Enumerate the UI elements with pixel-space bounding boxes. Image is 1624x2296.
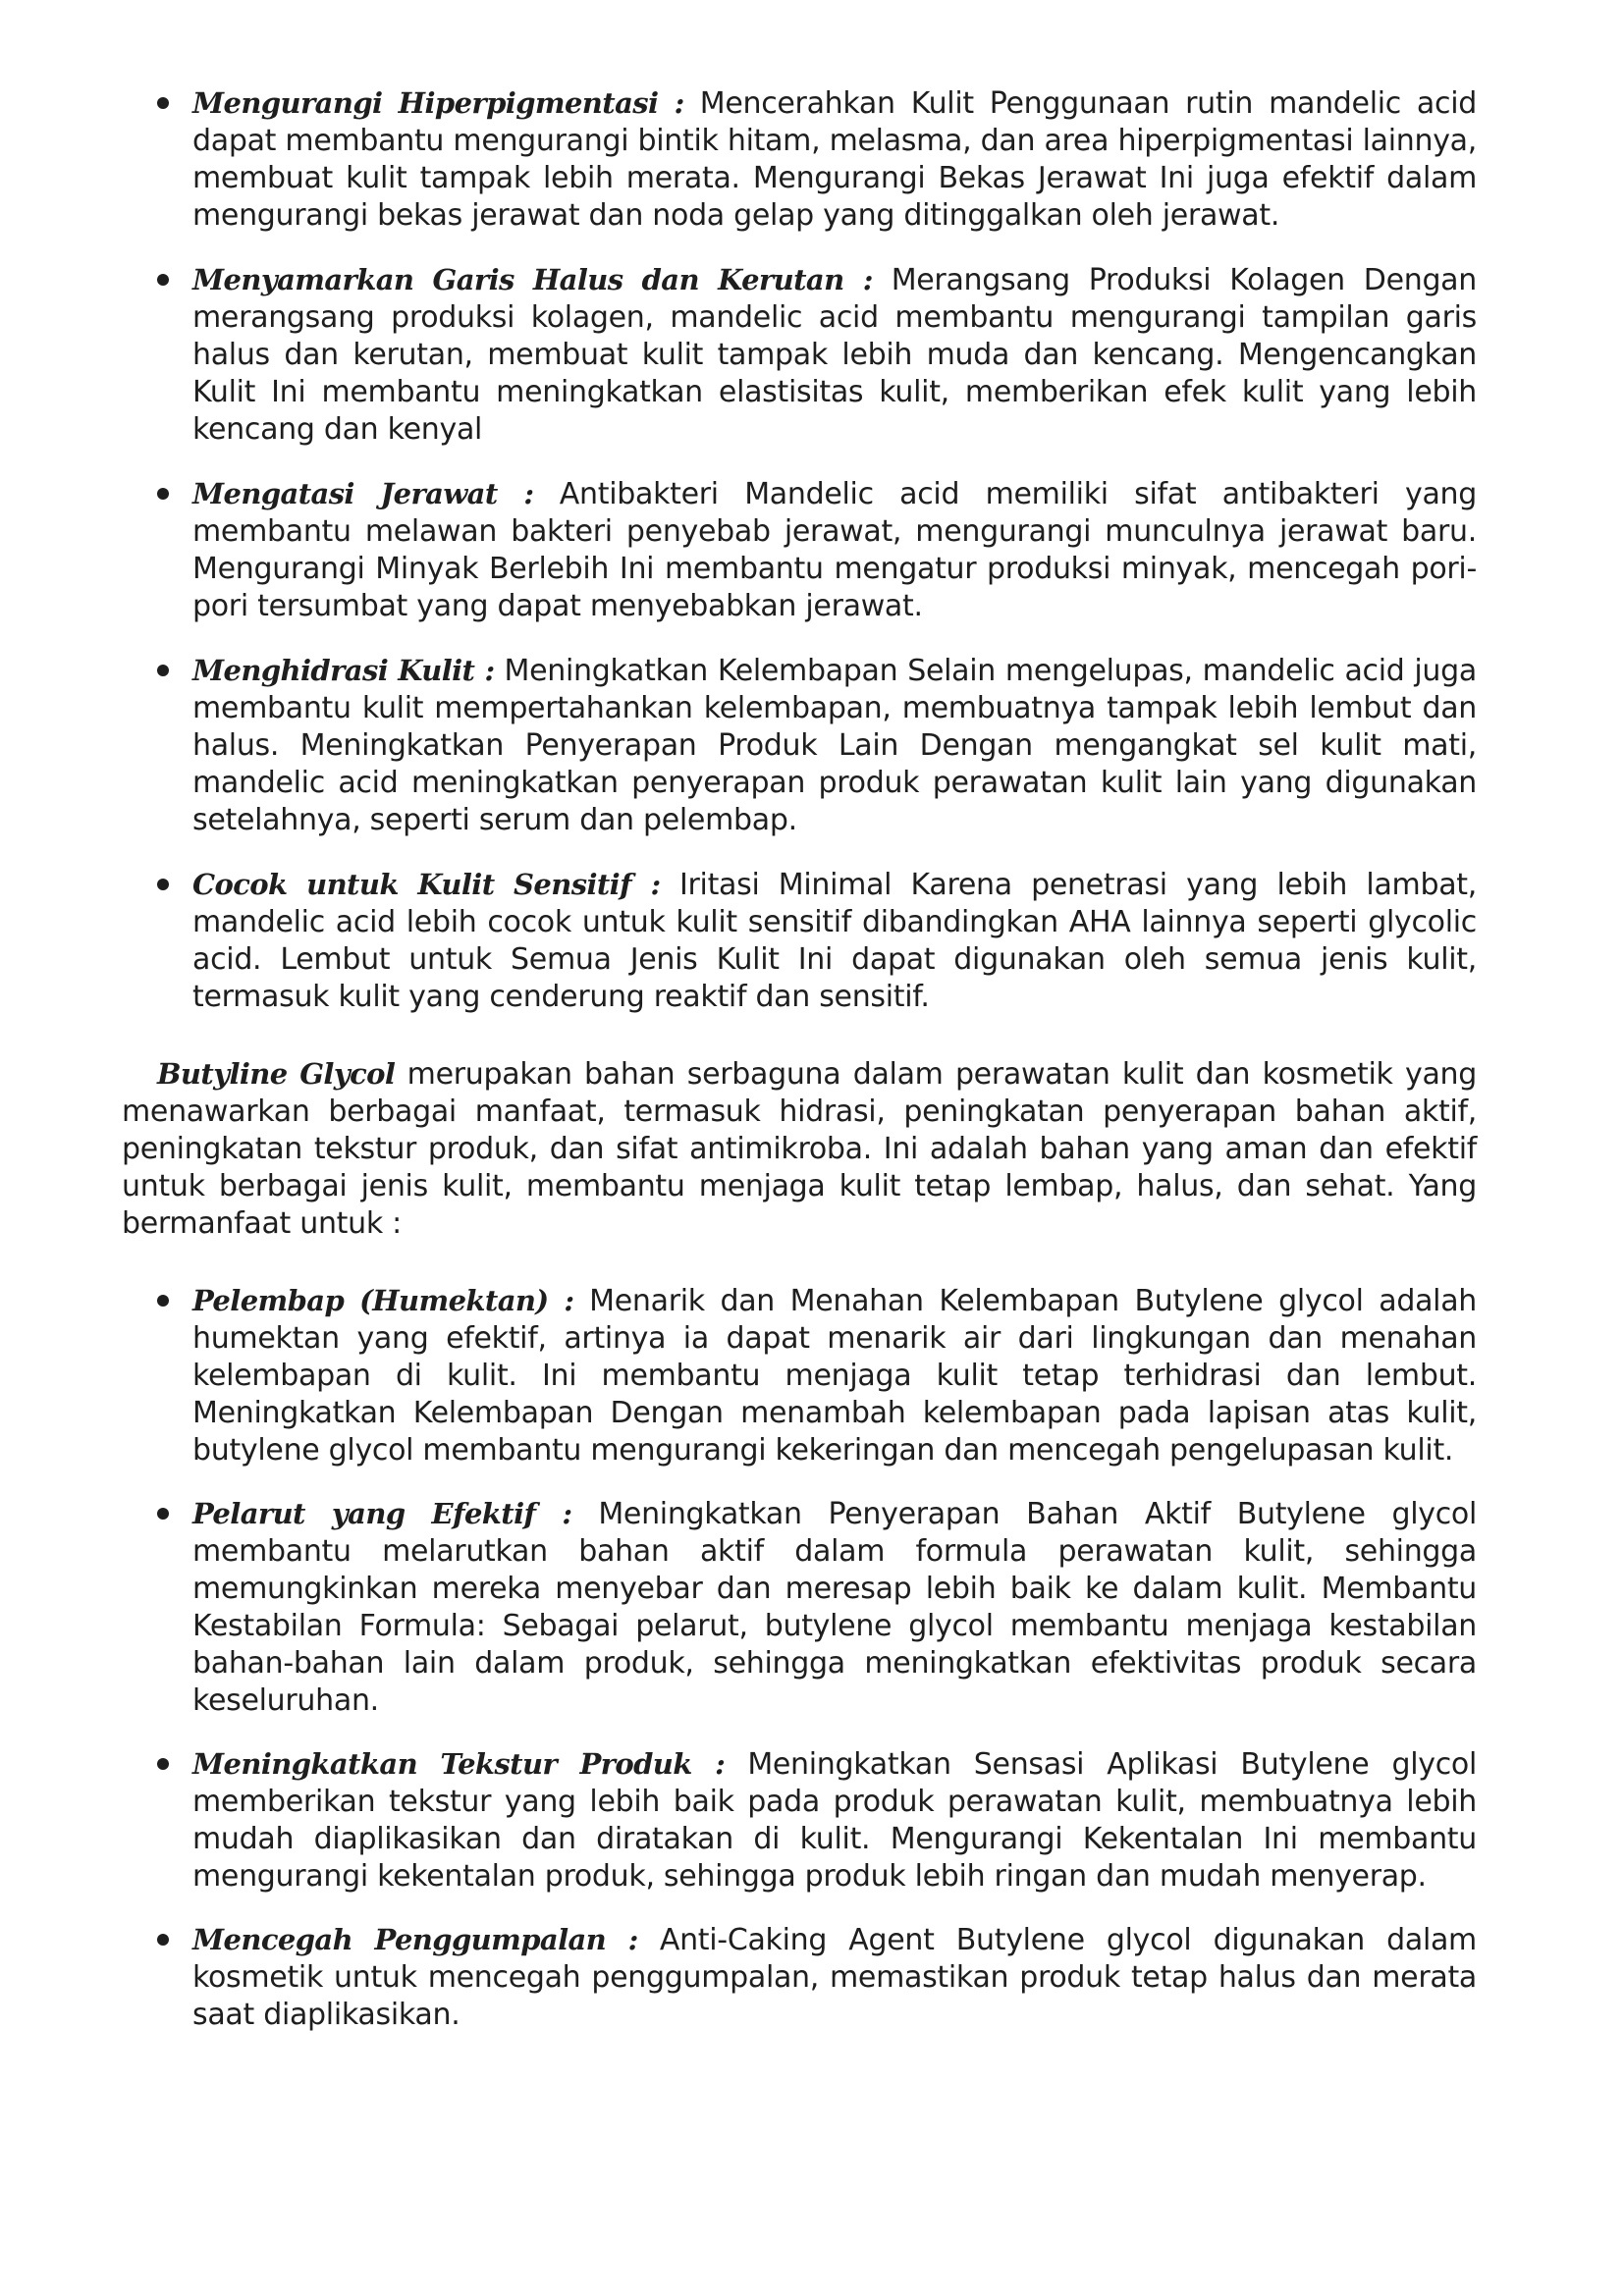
benefit-text: Meningkatkan Penyerapan Bahan Aktif Butylene glycol membantu melarutkan bahan aktif dalam formula perawatan kulit, sehingga memungkinkan mereka menyebar dan meresap lebih baik ke dalam kulit. Membantu Kestabilan Formula: Sebagai pelarut, butylene glycol membantu menjaga kestabilan bahan-bahan lain dalam produk, sehingga meningkatkan efektivitas produk secara keseluruhan. [192,1497,1477,1718]
mandelic-benefits-list [122,84,1477,1016]
benefit-term: Meningkatkan Tekstur Produk : [192,1747,726,1781]
benefit-term: Mengatasi Jerawat : [192,477,534,510]
benefit-text: Antibakteri Mandelic acid memiliki sifat antibakteri yang membantu melawan bakteri penyebab jerawat, mengurangi munculnya jerawat baru. Mengurangi Minyak Berlebih Ini membantu mengatur produksi minyak, mencegah pori-pori tersumbat yang dapat menyebabkan jerawat. [192,477,1477,623]
intro-term: Butyline Glycol [157,1057,396,1091]
bullet-icon [157,1295,169,1307]
list-item [122,475,1477,625]
butylene-intro-paragraph [122,1055,1477,1243]
benefit-text: Meningkatkan Sensasi Aplikasi Butylene glycol memberikan tekstur yang lebih baik pada produk perawatan kulit, membuatnya lebih mudah diaplikasikan dan diratakan di kulit. Mengurangi Kekentalan Ini membantu mengurangi kekentalan produk, sehingga produk lebih ringan dan mudah menyerap. [192,1747,1477,1894]
list-item [122,866,1477,1016]
list-item [122,1921,1477,2034]
bullet-icon [157,1758,169,1770]
benefit-term: Cocok untuk Kulit Sensitif : [192,868,661,901]
list-item [122,261,1477,449]
bullet-icon [157,665,169,676]
benefit-term: Mencegah Penggumpalan : [192,1923,638,1956]
butylene-benefits-list [122,1282,1477,2034]
benefit-text: Mencerahkan Kulit Penggunaan rutin mandelic acid dapat membantu mengurangi bintik hitam, melasma, dan area hiperpigmentasi lainnya, membuat kulit tampak lebih merata. Mengurangi Bekas Jerawat Ini juga efektif dalam mengurangi bekas jerawat dan noda gelap yang ditinggalkan oleh jerawat. [192,86,1477,233]
list-item [122,652,1477,839]
benefit-term: Pelarut yang Efektif : [192,1497,572,1530]
intro-text: merupakan bahan serbaguna dalam perawatan kulit dan kosmetik yang menawarkan berbagai manfaat, termasuk hidrasi, peningkatan penyerapan bahan aktif, peningkatan tekstur produk, dan sifat antimikroba. Ini adalah bahan yang aman dan efektif untuk berbagai jenis kulit, membantu menjaga kulit tetap lembap, halus, dan sehat. Yang bermanfaat untuk : [122,1057,1477,1241]
benefit-term: Menghidrasi Kulit : [192,654,495,687]
benefit-text: Merangsang Produksi Kolagen Dengan merangsang produksi kolagen, mandelic acid membantu mengurangi tampilan garis halus dan kerutan, membuat kulit tampak lebih muda dan kencang. Mengencangkan Kulit Ini membantu meningkatkan elastisitas kulit, memberikan efek kulit yang lebih kencang dan kenyal [192,263,1477,447]
benefit-text: Meningkatkan Kelembapan Selain mengelupas, mandelic acid juga membantu kulit mempertahankan kelembapan, membuatnya tampak lebih lembut dan halus. Meningkatkan Penyerapan Produk Lain Dengan mengangkat sel kulit mati, mandelic acid meningkatkan penyerapan produk perawatan kulit lain yang digunakan setelahnya, seperti serum dan pelembap. [192,654,1477,837]
list-item [122,1495,1477,1720]
bullet-icon [157,274,169,286]
list-item [122,84,1477,235]
benefit-term: Pelembap (Humektan) : [192,1284,574,1317]
list-item [122,1282,1477,1469]
list-item [122,1745,1477,1896]
bullet-icon [157,97,169,109]
bullet-icon [157,1934,169,1946]
bullet-icon [157,488,169,500]
benefit-text: Anti-Caking Agent Butylene glycol digunakan dalam kosmetik untuk mencegah penggumpalan, memastikan produk tetap halus dan merata saat diaplikasikan. [192,1923,1477,2032]
bullet-icon [157,879,169,890]
benefit-text: Menarik dan Menahan Kelembapan Butylene glycol adalah humektan yang efektif, artinya ia dapat menarik air dari lingkungan dan menahan kelembapan di kulit. Ini membantu menjaga kulit tetap terhidrasi dan lembut. Meningkatkan Kelembapan Dengan menambah kelembapan pada lapisan atas kulit, butylene glycol membantu mengurangi kekeringan dan mencegah pengelupasan kulit. [192,1284,1477,1468]
bullet-icon [157,1508,169,1520]
benefit-term: Menyamarkan Garis Halus dan Kerutan : [192,263,873,296]
benefit-term: Mengurangi Hiperpigmentasi : [192,86,684,120]
benefit-text: Iritasi Minimal Karena penetrasi yang lebih lambat, mandelic acid lebih cocok untuk kulit sensitif dibandingkan AHA lainnya seperti glycolic acid. Lembut untuk Semua Jenis Kulit Ini dapat digunakan oleh semua jenis kulit, termasuk kulit yang cenderung reaktif dan sensitif. [192,868,1478,1014]
